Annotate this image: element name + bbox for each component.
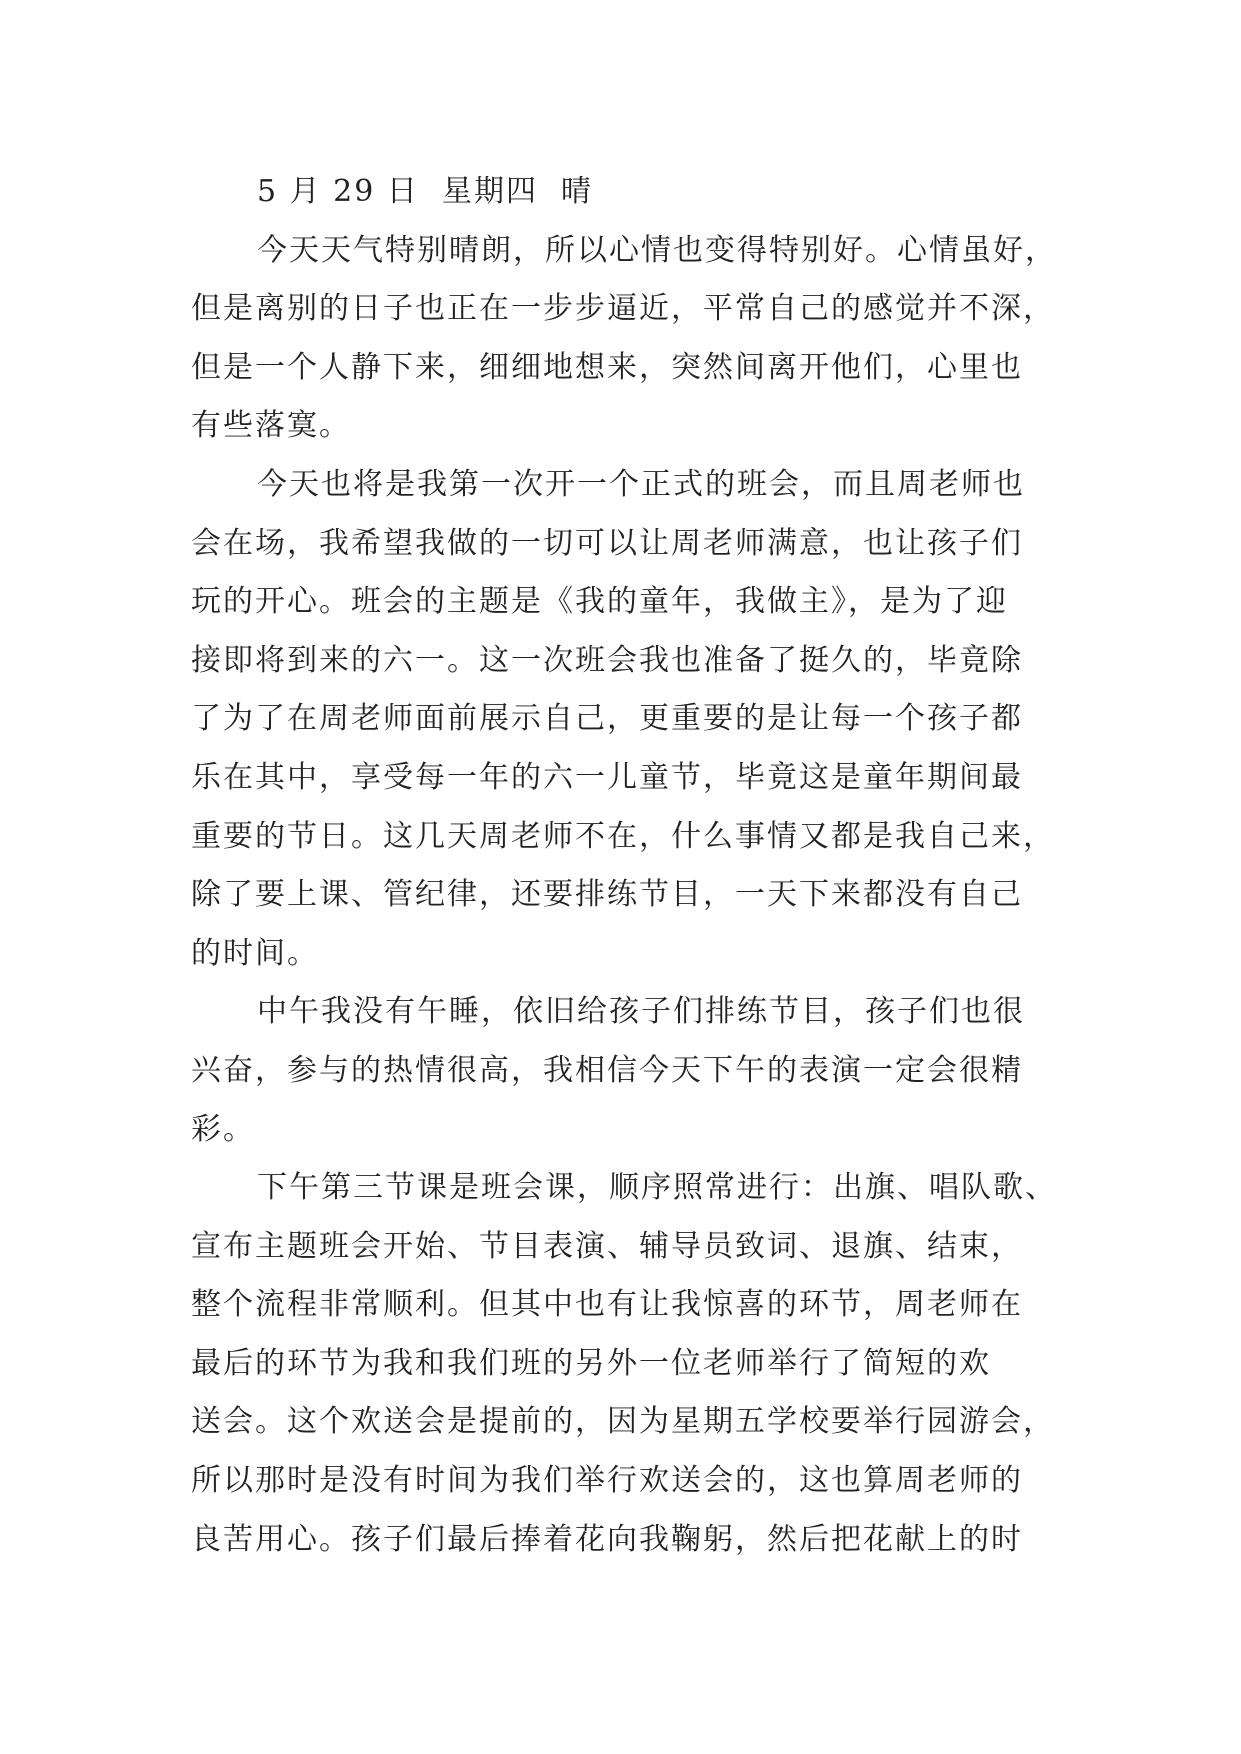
text-line: 今天天气特别晴朗，所以心情也变得特别好。心情虽好，	[257, 232, 1057, 268]
text-line: 重要的节日。这几天周老师不在，什么事情又都是我自己来，	[191, 818, 1055, 854]
text-line: 除了要上课、管纪律，还要排练节目，一天下来都没有自己	[191, 877, 1023, 913]
text-line: 宣布主题班会开始、节目表演、辅导员致词、退旗、结束，	[191, 1228, 1023, 1264]
text-line: 送会。这个欢送会是提前的，因为星期五学校要举行园游会，	[191, 1404, 1055, 1440]
text-line: 了为了在周老师面前展示自己，更重要的是让每一个孩子都	[191, 701, 1023, 737]
paragraph-4	[191, 1159, 1057, 1569]
text-line: 有些落寞。	[191, 408, 351, 444]
text-line: 接即将到来的六一。这一次班会我也准备了挺久的，毕竟除	[191, 642, 1023, 678]
text-line: 乐在其中，享受每一年的六一儿童节，毕竟这是童年期间最	[191, 759, 1023, 795]
text-line: 但是一个人静下来，细细地想来，突然间离开他们，心里也	[191, 349, 1023, 385]
text-line: 良苦用心。孩子们最后捧着花向我鞠躬，然后把花献上的时	[191, 1521, 1023, 1557]
text-line: 的时间。	[191, 935, 319, 971]
text-line: 彩。	[191, 1111, 255, 1147]
text-line: 所以那时是没有时间为我们举行欢送会的，这也算周老师的	[191, 1463, 1023, 1499]
text-line: 玩的开心。班会的主题是《我的童年，我做主》，是为了迎	[191, 584, 1008, 620]
paragraph-3	[191, 983, 1051, 1159]
diary-entry	[191, 163, 1057, 1569]
text-line: 中午我没有午睡，依旧给孩子们排练节目，孩子们也很	[257, 994, 1025, 1030]
paragraph-1	[191, 222, 1057, 456]
text-line: 下午第三节课是班会课，顺序照常进行：出旗、唱队歌、	[257, 1170, 1057, 1206]
text-line: 今天也将是我第一次开一个正式的班会，而且周老师也	[257, 466, 1025, 502]
text-line: 整个流程非常顺利。但其中也有让我惊喜的环节，周老师在	[191, 1287, 1023, 1323]
paragraph-2	[191, 456, 1055, 983]
diary-date: 5 月 29 日 星期四 晴	[257, 174, 594, 209]
text-line: 但是离别的日子也正在一步步逼近，平常自己的感觉并不深，	[191, 291, 1055, 327]
text-line: 最后的环节为我和我们班的另外一位老师举行了简短的欢	[191, 1345, 991, 1381]
text-line: 兴奋，参与的热情很高，我相信今天下午的表演一定会很精	[191, 1052, 1023, 1088]
text-line: 会在场，我希望我做的一切可以让周老师满意，也让孩子们	[191, 525, 1023, 561]
